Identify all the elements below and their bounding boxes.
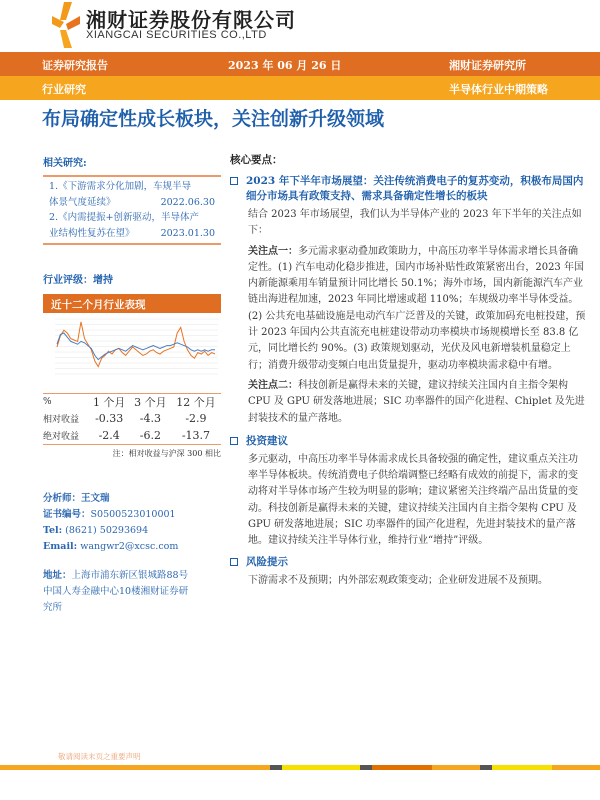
subheader-bar xyxy=(0,76,600,100)
related-item[interactable]: 1.《下游需求分化加剧，车规半导 体景气度延续》 2022.06.30 xyxy=(49,181,215,208)
related-label: 相关研究: xyxy=(43,158,87,169)
core-label: 核心要点： xyxy=(230,154,283,166)
section-outlook: 2023 年下半年市场展望：关注传统消费电子的复苏变动，积极布局国内细分市场具有政策支持、需求具备确定性增长的板块 xyxy=(230,173,586,203)
report-type: 证券研究报告 xyxy=(42,59,108,72)
divider xyxy=(43,444,221,445)
section-investment: 投资建议 xyxy=(230,433,586,448)
company-name-en: XIANGCAI SECURITIES CO.,LTD xyxy=(86,29,267,41)
subject: 半导体行业中期策略 xyxy=(449,83,548,96)
table-note: 注：相对收益与沪深 300 相比 xyxy=(112,448,221,458)
risk-text: 下游需求不及预期；内外部宏观政策变动；企业研发进展不及预期。 xyxy=(248,574,548,586)
report-date: 2023 年 06 月 26 日 xyxy=(228,59,342,72)
table-row: 绝对收益 -2.4 -6.2 -13.7 xyxy=(43,428,211,442)
performance-chart xyxy=(43,313,221,385)
footer-disclaimer: 敬请阅读末页之重要声明 xyxy=(58,752,141,761)
related-item[interactable]: 2.《内需提振+创新驱动，半导体产 业结构性复苏在望》 2023.01.30 xyxy=(49,212,215,239)
header-bar xyxy=(0,52,600,76)
footer-stripe xyxy=(0,765,600,770)
email-link[interactable]: wangwr2@xcsc.com xyxy=(80,540,179,552)
related-list xyxy=(43,177,221,243)
focus-point-2: 关注点二：科技创新是赢得未来的关键，建议持续关注国内自主指令架构 CPU 及 GPU 研发落地进展；SIC 功率器件的国产化进程、Chiplet 及先进封装技术的量产落地。 xyxy=(248,379,585,424)
section-risk: 风险提示 xyxy=(230,554,586,569)
intro-text: 结合 2023 年市场展望，我们认为半导体产业的 2023 年下半年的关注点如下： xyxy=(248,209,582,237)
sidebar xyxy=(43,154,221,616)
focus-point-1: 关注点一：多元需求驱动叠加政策助力，中高压功率半导体需求增长具备确定性。(1) 汽车电动化稳步推进，国内市场补贴性政策紧密出台，2023 年国内新能源乘用车销量预计同比增长 50.1%；海外市场，国内新能源汽车产业链出海进程加速，2023 年同比增速或超 110%；车规级功率半导体受益。(2) 公共充电基础设施是电动汽车广泛普及的关键，政策加码充电桩投建，预计 2023 年国内公共直流充电桩建设带动功率模块市场规模增长至 83.8 亿元，同比增长约 90%。(3) 政策规划驱动，光伏及风电新增装机量稳定上行；消费升级带动变频白电出货量提升，驱动功率模块需求稳中有增。 xyxy=(248,245,586,371)
analyst-info: 分析师：王文瑞 证书编号：S0500523010001 Tel: (8621) 50293694 Email: wangwr2@xcsc.com 地址：上海市浦东新区银城路88号 中国人寿金融中心10楼湘财证券研 究所 xyxy=(43,492,189,613)
returns-table xyxy=(43,394,221,444)
chart-title: 近十二个月行业表现 xyxy=(43,294,221,313)
checkbox-bullet-icon xyxy=(230,177,238,185)
investment-text: 多元驱动，中高压功率半导体需求成长具备较强的确定性，建议重点关注功率半导体板块。传统消费电子供给端调整已经略有成效的前提下，需求的变动将对半导体市场产生较为明显的影响；建议紧密关注终端产品出货量的变动。科技创新是赢得未来的关键，建议持续关注国内自主指令架构 CPU 及 GPU 研发落地进展；SIC 功率器件的国产化进程，先进封装技术的量产落地。建议持续关注半导体行业，维持行业“增持”评级。 xyxy=(248,453,578,547)
page-title: 布局确定性成长板块，关注创新升级领域 xyxy=(42,108,385,130)
institute: 湘财证券研究所 xyxy=(449,59,526,72)
checkbox-bullet-icon xyxy=(230,437,238,445)
company-logo xyxy=(52,2,82,48)
category: 行业研究 xyxy=(42,83,86,96)
divider xyxy=(43,243,221,245)
company-name-cn: 湘财证券股份有限公司 xyxy=(86,8,296,32)
series-line-industry xyxy=(57,322,215,367)
table-row: 相对收益 -0.33 -4.3 -2.9 xyxy=(43,412,207,426)
main-content xyxy=(230,152,586,589)
table-header: % 1 个月 3 个月 12 个月 xyxy=(43,396,216,410)
checkbox-bullet-icon xyxy=(230,558,238,566)
industry-rating: 行业评级：增持 xyxy=(43,275,113,286)
